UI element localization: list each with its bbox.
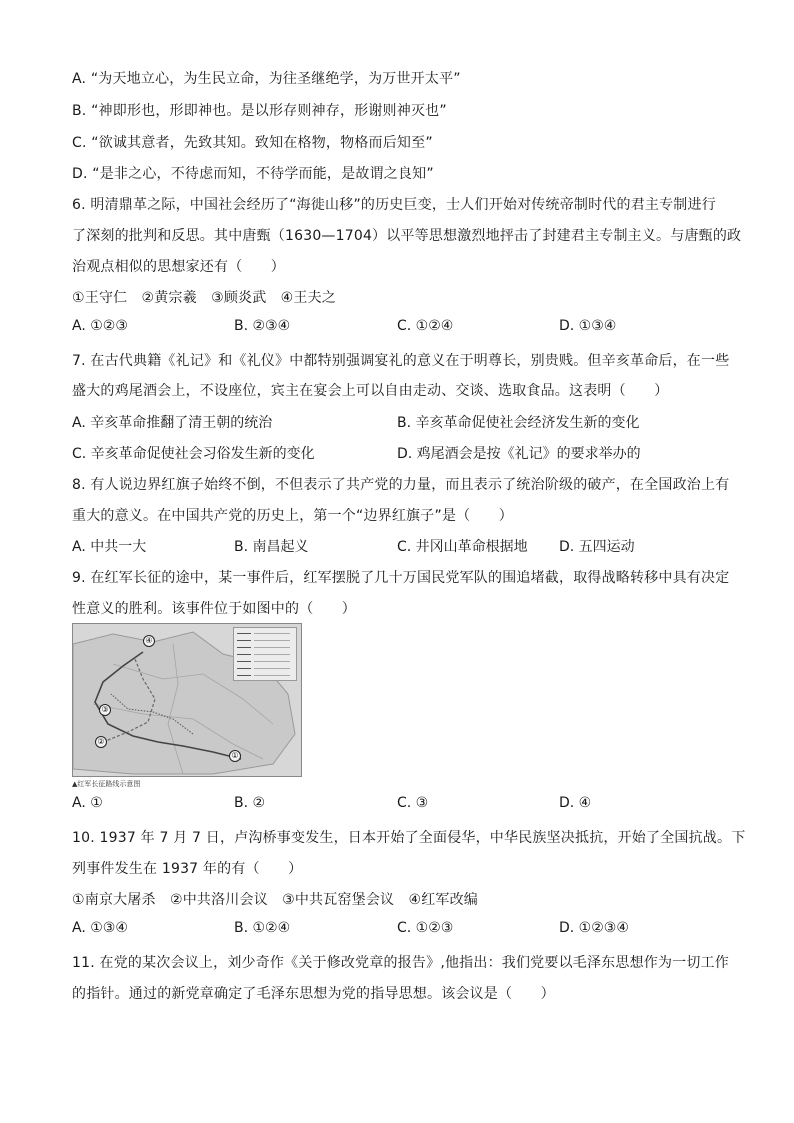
q10-stem-line1: 10. 1937 年 7 月 7 日，卢沟桥事变发生，日本开始了全面侵华，中华民族坚决抵抗，开始了全国抗战。下 [72, 830, 746, 846]
legend-entry [237, 673, 293, 678]
q10-stem-line2: 列事件发生在 1937 年的有（ ） [72, 861, 303, 877]
q9-stem-line1: 9. 在红军长征的途中，某一事件后，红军摆脱了几十万国民党军队的围追堵截，取得战略转移中具有决定 [72, 570, 730, 586]
q7-option-d: D. 鸡尾酒会是按《礼记》的要求举办的 [397, 446, 641, 462]
q9-option-b: B. ② [234, 795, 266, 811]
long-march-map [72, 623, 302, 777]
q8-option-c: C. 井冈山革命根据地 [397, 539, 528, 555]
q6-option-d: D. ①③④ [559, 318, 617, 334]
q6-stem-line3: 治观点相似的思想家还有（ ） [72, 259, 285, 275]
legend-entry [237, 631, 293, 636]
q7-options-row2 [72, 443, 732, 463]
q8-stem-line1: 8. 有人说边界红旗子始终不倒，不但表示了共产党的力量，而且表示了统治阶级的破产，在全国政治上有 [72, 477, 730, 493]
map-caption: ▲红军长征路线示意图 [72, 780, 141, 788]
q8-option-b: B. 南昌起义 [234, 539, 309, 555]
q11-stem-line2: 的指针。通过的新党章确定了毛泽东思想为党的指导思想。该会议是（ ） [72, 986, 555, 1002]
q7-options-row1 [72, 412, 732, 432]
q10-option-b: B. ①②④ [234, 920, 291, 936]
q8-options [72, 536, 732, 556]
q9-stem-line2: 性意义的胜利。该事件位于如图中的（ ） [72, 601, 356, 617]
q9-option-a: A. ① [72, 795, 103, 811]
q10-option-c: C. ①②③ [397, 920, 454, 936]
legend-entry [237, 638, 293, 643]
q5-option-b: B. “神即形也，形即神也。是以形存则神存，形谢则神灭也” [72, 103, 447, 119]
q6-options [72, 318, 732, 338]
q8-option-d: D. 五四运动 [559, 539, 635, 555]
q11-stem-line1: 11. 在党的某次会议上，刘少奇作《关于修改党章的报告》,他指出：我们党要以毛泽东思想作为一切工作 [72, 955, 729, 971]
q6-stem-line2: 了深刻的批判和反思。其中唐甄（1630—1704）以平等思想激烈地抨击了封建君主专制主义。与唐甄的政 [72, 228, 742, 244]
legend-entry [237, 645, 293, 650]
q6-stem-line1: 6. 明清鼎革之际，中国社会经历了“海徙山移”的历史巨变，士人们开始对传统帝制时代的君主专制进行 [72, 197, 716, 213]
q7-option-b: B. 辛亥革命促使社会经济发生新的变化 [397, 415, 640, 431]
q10-items: ①南京大屠杀 ②中共洛川会议 ③中共瓦窑堡会议 ④红军改编 [72, 892, 479, 908]
q7-option-a: A. 辛亥革命推翻了清王朝的统治 [72, 415, 273, 431]
q6-items: ①王守仁 ②黄宗羲 ③顾炎武 ④王夫之 [72, 290, 337, 306]
q8-stem-line2: 重大的意义。在中国共产党的历史上，第一个“边界红旗子”是（ ） [72, 508, 513, 524]
map-marker-1: ① [229, 750, 241, 762]
q6-option-a: A. ①②③ [72, 318, 128, 334]
q9-option-d: D. ④ [559, 795, 592, 811]
map-marker-2: ② [95, 736, 107, 748]
q10-options [72, 920, 732, 940]
map-marker-4: ④ [143, 635, 155, 647]
q9-options [72, 795, 732, 815]
q5-option-c: C. “欲诚其意者，先致其知。致知在格物，物格而后知至” [72, 135, 433, 151]
q5-option-a: A. “为天地立心，为生民立命，为往圣继绝学，为万世开太平” [72, 71, 461, 87]
legend-entry [237, 659, 293, 664]
q10-option-d: D. ①②③④ [559, 920, 629, 936]
map-marker-3: ③ [99, 704, 111, 716]
q9-option-c: C. ③ [397, 795, 429, 811]
q8-option-a: A. 中共一大 [72, 539, 147, 555]
q10-option-a: A. ①③④ [72, 920, 128, 936]
q7-stem-line2: 盛大的鸡尾酒会上，不设座位，宾主在宴会上可以自由走动、交谈、选取食品。这表明（ ） [72, 383, 669, 399]
q7-option-c: C. 辛亥革命促使社会习俗发生新的变化 [72, 446, 315, 462]
map-legend [233, 627, 297, 681]
q7-stem-line1: 7. 在古代典籍《礼记》和《礼仪》中都特别强调宴礼的意义在于明尊长，别贵贱。但辛亥革命后，在一些 [72, 353, 730, 369]
q5-option-d: D. “是非之心，不待虑而知，不待学而能，是故谓之良知” [72, 166, 434, 182]
legend-entry [237, 666, 293, 671]
q6-option-c: C. ①②④ [397, 318, 454, 334]
legend-entry [237, 652, 293, 657]
q6-option-b: B. ②③④ [234, 318, 291, 334]
